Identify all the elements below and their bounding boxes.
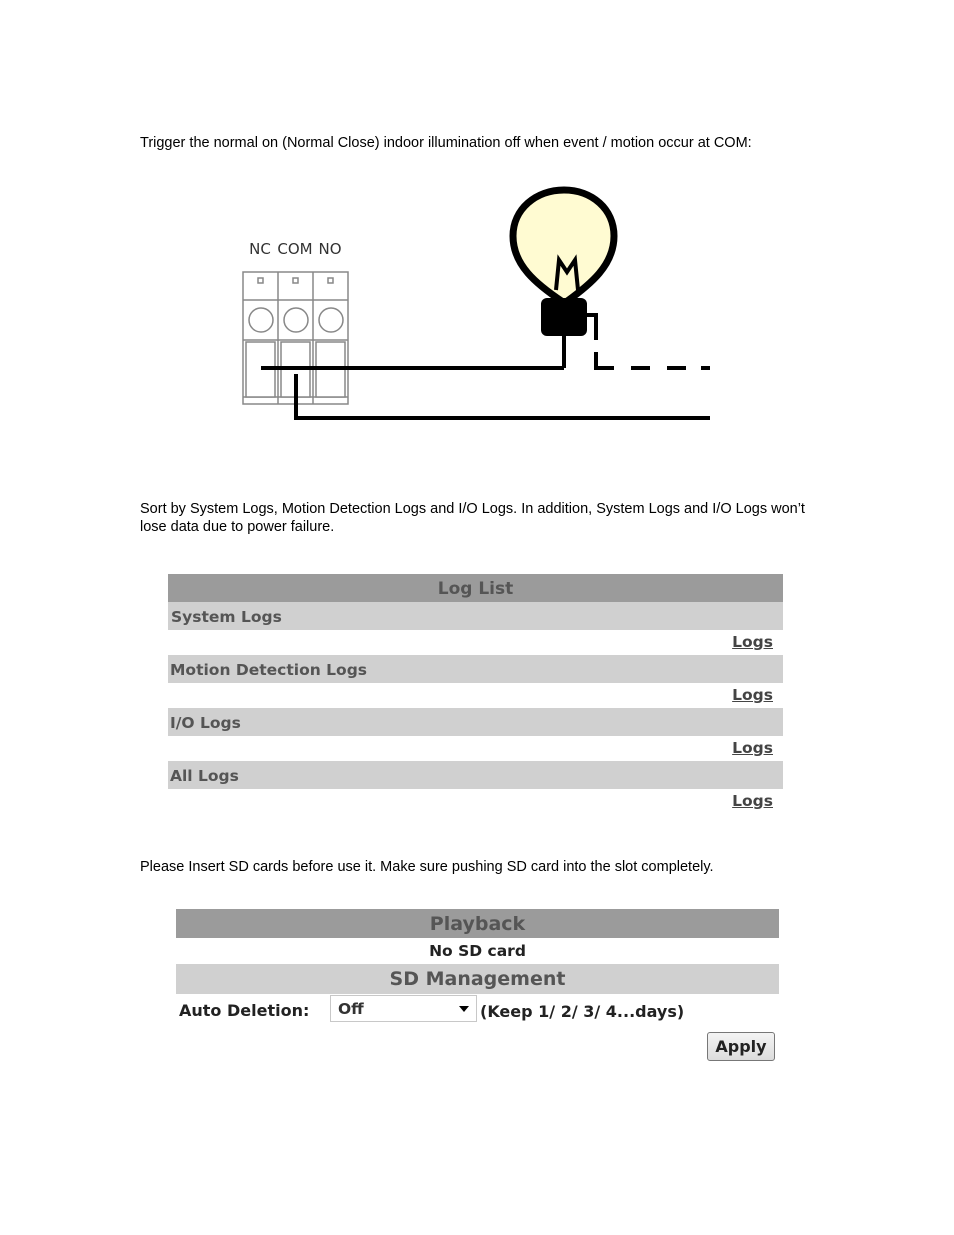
keep-days-hint: (Keep 1/ 2/ 3/ 4...days)	[480, 1002, 685, 1021]
playback-title: Playback	[176, 909, 779, 938]
motion-detection-logs-link[interactable]: Logs	[732, 686, 773, 704]
log-list-title: Log List	[168, 574, 783, 602]
log-category-io: I/O Logs	[168, 708, 783, 736]
log-category-motion-detection: Motion Detection Logs	[168, 655, 783, 683]
terminal-label-no: NO	[318, 240, 342, 258]
io-logs-link[interactable]: Logs	[732, 739, 773, 757]
auto-deletion-select[interactable]	[330, 995, 477, 1022]
auto-deletion-value: Off	[338, 1000, 364, 1018]
relay-intro-text: Trigger the normal on (Normal Close) indoor illumination off when event / motion occur at COM:	[140, 135, 752, 151]
logs-intro-text: Sort by System Logs, Motion Detection Logs and I/O Logs. In addition, System Logs and I/O Logs won’t lose data due to power failure.	[140, 501, 805, 535]
all-logs-link[interactable]: Logs	[732, 792, 773, 810]
system-logs-link[interactable]: Logs	[732, 633, 773, 651]
sd-card-status: No SD card	[429, 942, 526, 960]
sd-card-panel	[176, 909, 779, 1056]
log-link-row	[168, 683, 783, 708]
log-link-row	[168, 789, 783, 814]
log-link-row	[168, 736, 783, 761]
chevron-down-icon	[459, 1006, 469, 1012]
terminal-label-nc: NC	[249, 240, 271, 258]
relay-wiring-diagram	[236, 180, 726, 430]
log-category-all: All Logs	[168, 761, 783, 789]
auto-deletion-row	[176, 994, 779, 1056]
log-link-row	[168, 630, 783, 655]
log-category-system: System Logs	[168, 602, 783, 630]
log-list-panel	[168, 574, 783, 814]
apply-button[interactable]: Apply	[707, 1032, 775, 1061]
light-bulb-icon	[513, 190, 614, 336]
terminal-label-com: COM	[277, 240, 313, 258]
sd-management-title: SD Management	[176, 964, 779, 994]
sd-intro-text: Please Insert SD cards before use it. Make sure pushing SD card into the slot completely.	[140, 859, 714, 875]
auto-deletion-label: Auto Deletion:	[179, 1001, 310, 1020]
